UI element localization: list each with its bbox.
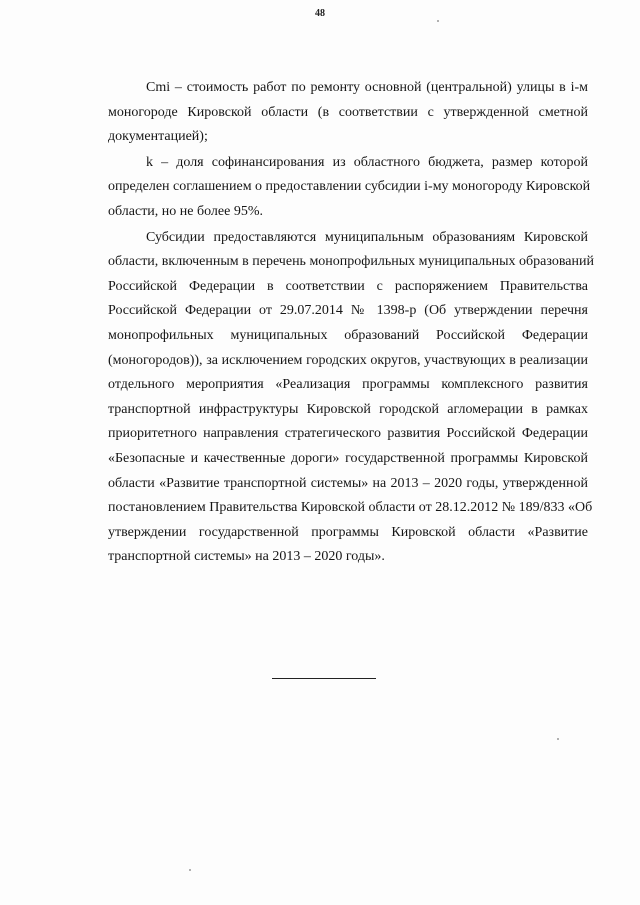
paragraph-formula-cmi (70, 76, 588, 150)
text-line: k – доля софинансирования из областного бюджета, размер которой (146, 154, 588, 170)
text-line: области, включенным в перечень монопрофильных муниципальных образований (108, 254, 594, 270)
text-line: Субсидии предоставляются муниципальным образованиям Кировской (146, 229, 588, 245)
text-line: Российской Федерации от 29.07.2014 № 1398-р (Об утверждении перечня (108, 303, 588, 319)
text-line: утверждении государственной программы Кировской области «Развитие (108, 524, 588, 540)
paragraph-formula-k (70, 151, 591, 225)
document-body (70, 76, 594, 570)
text-line: Cmi – стоимость работ по ремонту основной (центральной) улицы в i-м (146, 80, 588, 95)
scan-speck (557, 738, 559, 740)
scan-speck (437, 20, 439, 22)
page-number: 48 (315, 8, 325, 19)
text-line: области «Развитие транспортной системы» на 2013 – 2020 годы, утвержденной (108, 475, 588, 491)
text-line: Российской Федерации в соответствии с распоряжением Правительства (108, 278, 588, 294)
text-line: моногороде Кировской области (в соответствии с утвержденной сметной (108, 104, 588, 120)
scan-speck (189, 869, 191, 871)
paragraph-subsidies (70, 226, 594, 570)
text-line: транспортной системы» на 2013 – 2020 годы». (108, 549, 385, 565)
text-line: документацией); (108, 129, 208, 145)
text-line: приоритетного направления стратегического развития Российской Федерации (108, 426, 588, 442)
text-line: «Безопасные и качественные дороги» государственной программы Кировской (108, 450, 588, 466)
text-line: транспортной инфраструктуры Кировской городской агломерации в рамках (108, 401, 588, 417)
text-line: области, но не более 95%. (108, 203, 264, 219)
text-line: определен соглашением о предоставлении субсидии i-му моногороду Кировской (108, 179, 591, 195)
text-line: (моногородов)), за исключением городских округов, участвующих в реализации (108, 352, 588, 368)
closing-rule (272, 678, 376, 679)
text-line: монопрофильных муниципальных образований Российской Федерации (108, 327, 588, 343)
text-line: отдельного мероприятия «Реализация программы комплексного развития (108, 377, 588, 393)
text-line: постановлением Правительства Кировской области от 28.12.2012 № 189/833 «Об (108, 500, 593, 516)
